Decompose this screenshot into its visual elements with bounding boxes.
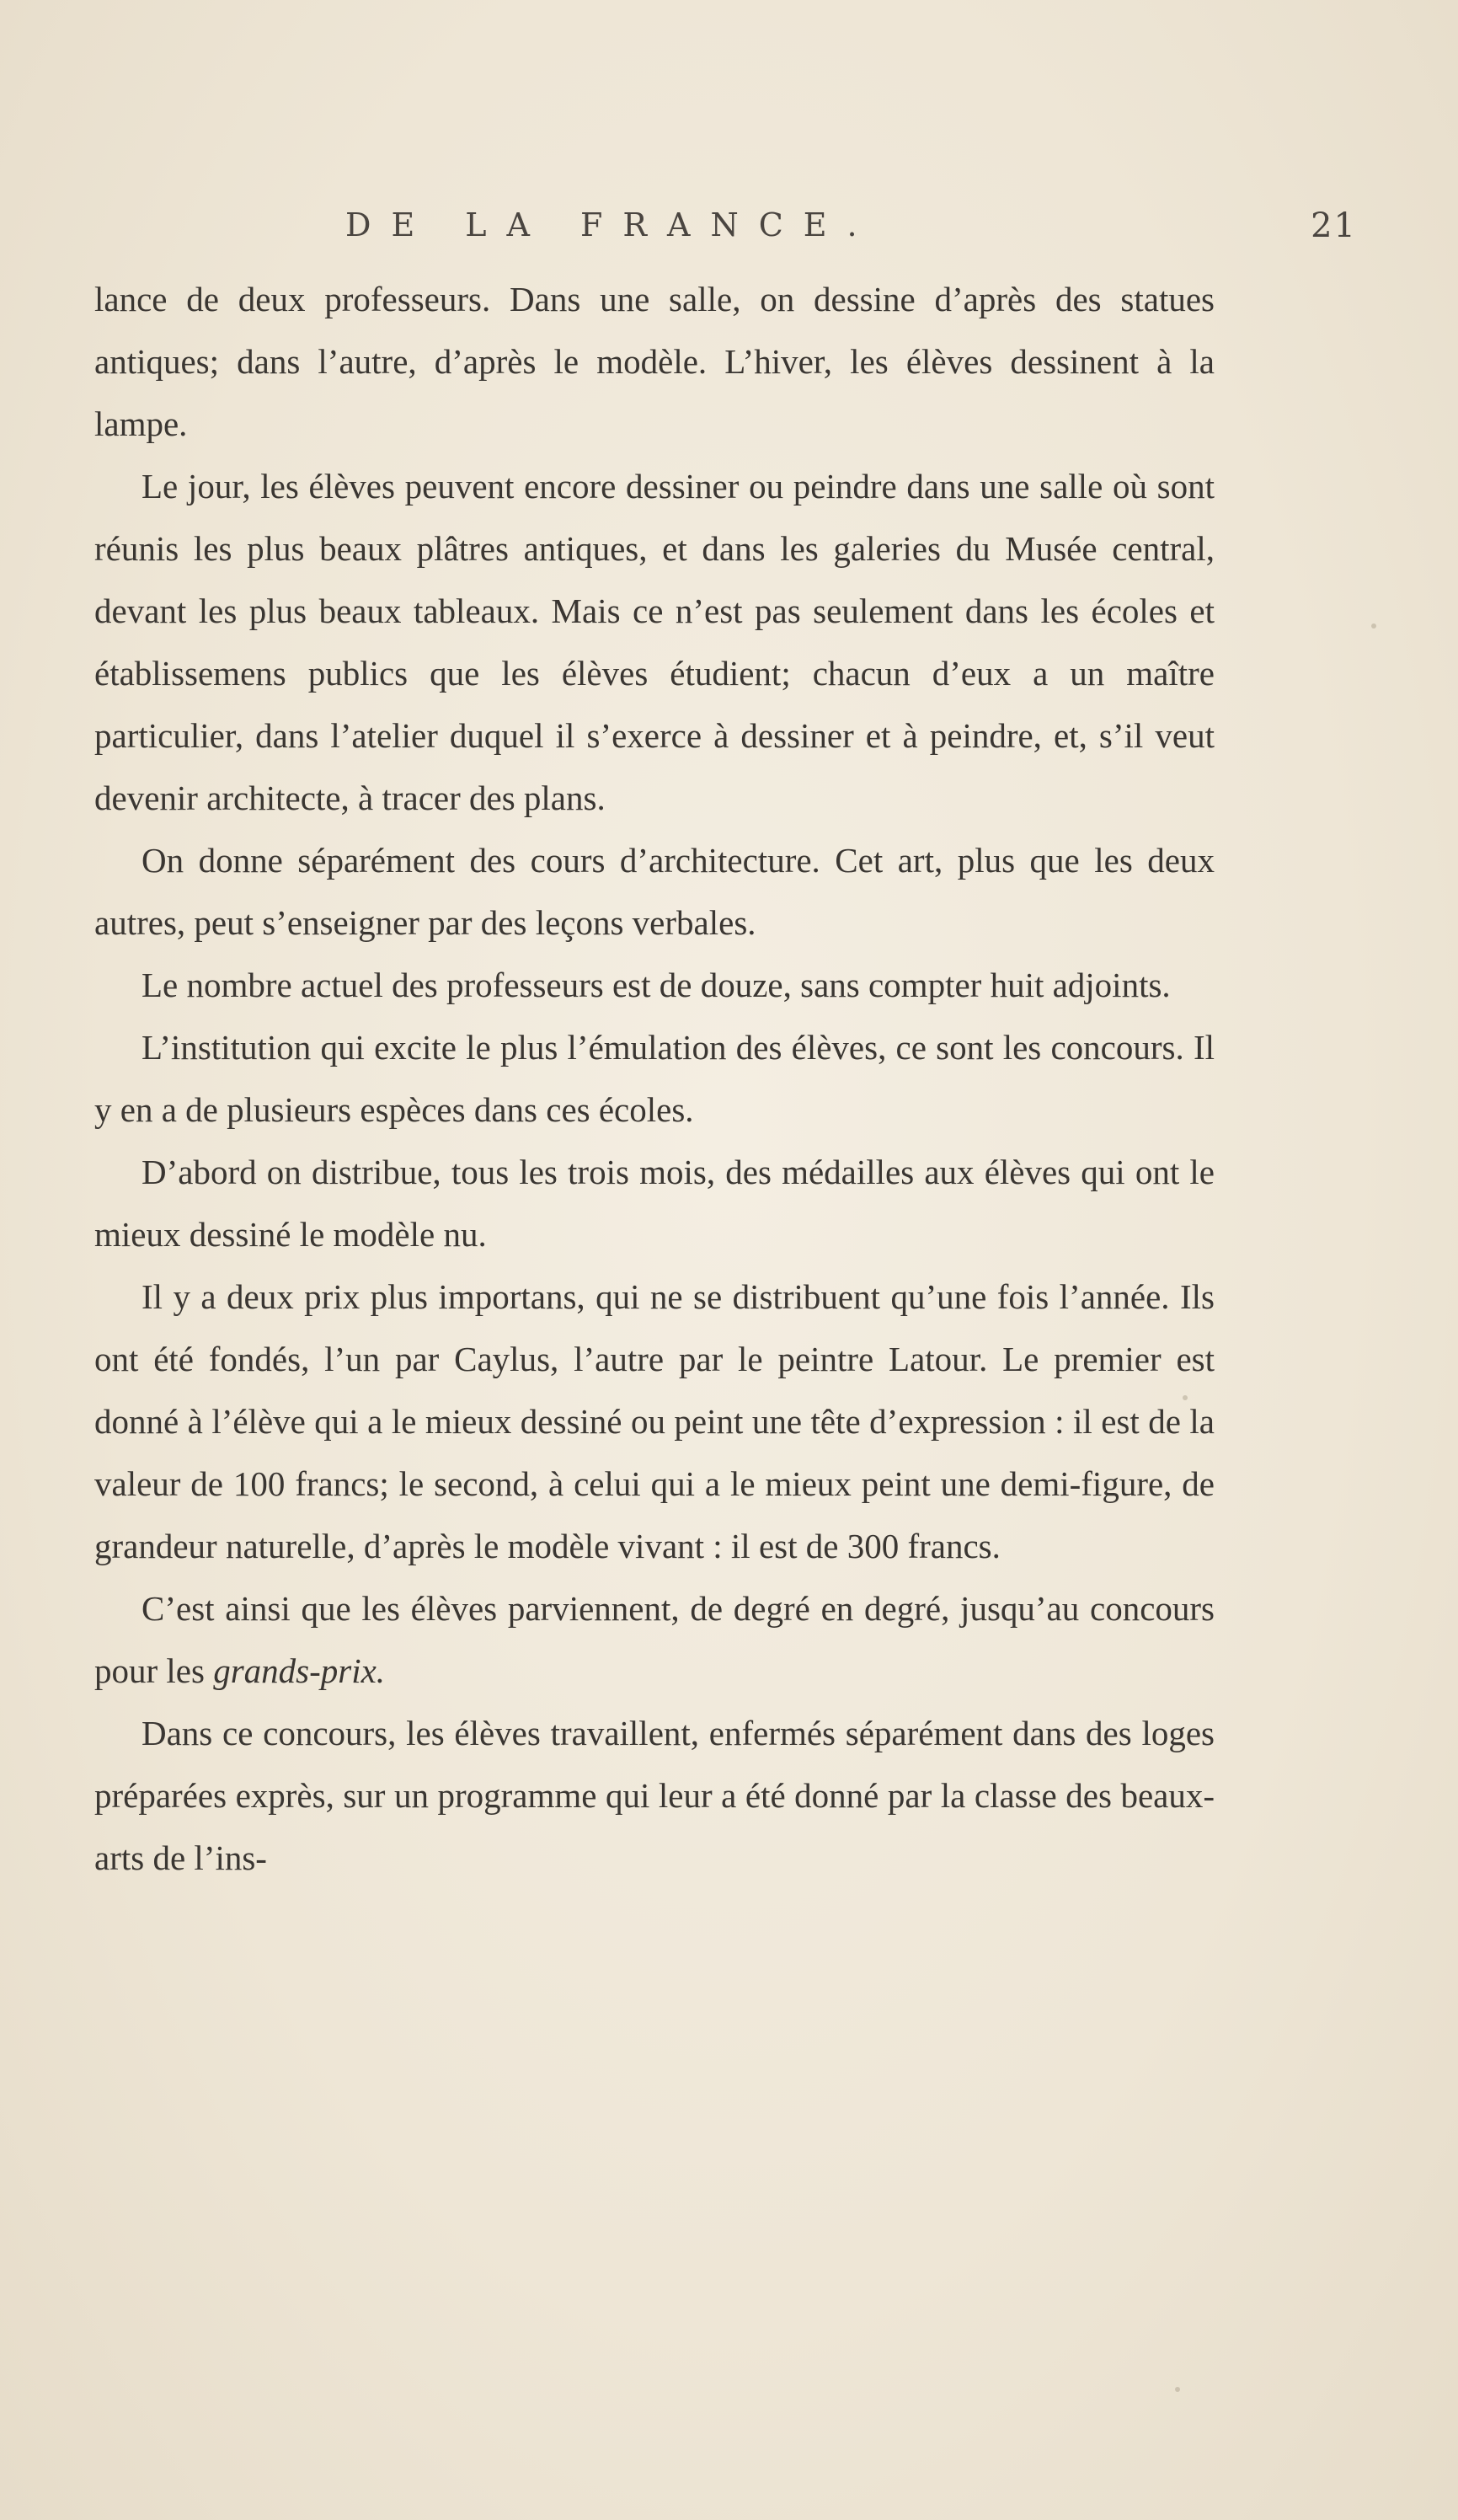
paragraph-1: lance de deux professeurs. Dans une salle, on dessine d’après des statues antiques; dans l’autre, d’après le modèle. L’hiver, les élèves dessinent à la lampe. bbox=[94, 280, 1215, 443]
running-title: DE LA FRANCE. bbox=[345, 206, 878, 243]
running-head bbox=[101, 206, 1357, 257]
paragraph-7: Il y a deux prix plus importans, qui ne se distribuent qu’une fois l’année. Ils ont été fondés, l’un par Caylus, l’autre par le peintre Latour. Le premier est donné à l’élève qui a le mieux dessiné ou peint une tête d’expression : il est de la valeur de 100 francs; le second, à celui qui a le mieux peint une demi-figure, de grandeur naturelle, d’après le modèle vivant : il est de 300 francs. bbox=[94, 1277, 1215, 1565]
paragraph-2: Le jour, les élèves peuvent encore dessiner ou peindre dans une salle où sont réunis les plus beaux plâtres antiques, et dans les galeries du Musée central, devant les plus beaux tableaux. Mais ce n’est pas seulement dans les écoles et établissemens publics que les élèves étudient; chacun d’eux a un maître particulier, dans l’atelier duquel il s’exerce à dessiner et à peindre, et, s’il veut devenir architecte, à tracer des plans. bbox=[94, 467, 1215, 817]
paragraph-8-text: C’est ainsi que les élèves parviennent, de degré en degré, jusqu’au concours pour les bbox=[94, 1589, 1215, 1690]
paragraph-3: On donne séparément des cours d’architecture. Cet art, plus que les deux autres, peut s’enseigner par des leçons verbales. bbox=[94, 841, 1215, 942]
paper-speck bbox=[1371, 623, 1376, 629]
paper-speck bbox=[1175, 2387, 1180, 2392]
paragraph-4: Le nombre actuel des professeurs est de douze, sans compter huit adjoints. bbox=[142, 966, 1171, 1004]
paragraph-8 bbox=[94, 1577, 1215, 1702]
paragraph-8-emphasis: grands-prix. bbox=[213, 1651, 386, 1690]
paragraph-9: Dans ce concours, les élèves travaillent, enfermés séparément dans des loges préparées exprès, sur un programme qui leur a été donné par la classe des beaux-arts de l’ins- bbox=[94, 1714, 1215, 1877]
page-number: 21 bbox=[1311, 206, 1357, 245]
body-text bbox=[94, 268, 1215, 1889]
paper-speck bbox=[1183, 1395, 1188, 1400]
paragraph-6: D’abord on distribue, tous les trois mois, des médailles aux élèves qui ont le mieux dessiné le modèle nu. bbox=[94, 1153, 1215, 1254]
paragraph-5: L’institution qui excite le plus l’émulation des élèves, ce sont les concours. Il y en a de plusieurs espèces dans ces écoles. bbox=[94, 1028, 1215, 1129]
